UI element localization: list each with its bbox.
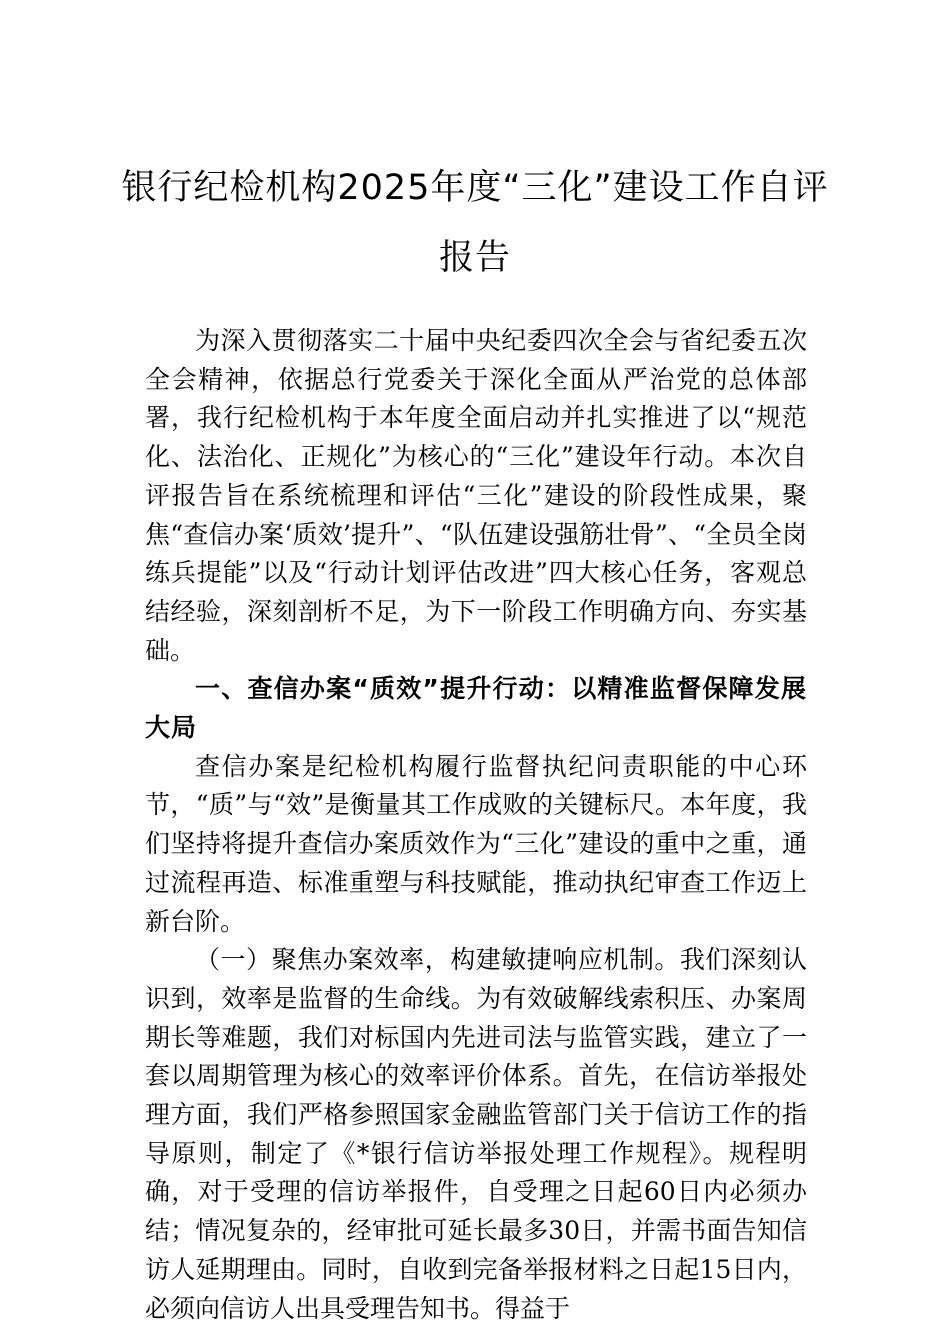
document-body	[145, 322, 807, 1328]
intro-paragraph: 为深入贯彻落实二十届中央纪委四次全会与省纪委五次全会精神，依据总行党委关于深化全面从严治党的总体部署，我行纪检机构于本年度全面启动并扎实推进了以“规范化、法治化、正规化”为核心的“三化”建设年行动。本次自评报告旨在系统梳理和评估“三化”建设的阶段性成果，聚焦“查信办案‘质效’提升”、“队伍建设强筋壮骨”、“全员全岗练兵提能”以及“行动计划评估改进”四大核心任务，客观总结经验，深刻剖析不足，为下一阶段工作明确方向、夯实基础。	[145, 326, 807, 665]
section-heading-1: 一、查信办案“质效”提升行动：以精准监督保障发展大局	[145, 674, 807, 743]
subsection-1-paragraph: （一）聚焦办案效率，构建敏捷响应机制。我们深刻认识到，效率是监督的生命线。为有效破解线索积压、办案周期长等难题，我们对标国内先进司法与监管实践，建立了一套以周期管理为核心的效率评价体系。首先，在信访举报处理方面，我们严格参照国家金融监管部门关于信访工作的指导原则，制定了《*银行信访举报处理工作规程》。规程明确，对于受理的信访举报件，自受理之日起60日内必须办结；情况复杂的，经审批可延长最多30日，并需书面告知信访人延期理由。同时，自收到完备举报材料之日起15日内，必须向信访人出具受理告知书。得益于	[145, 945, 807, 1323]
document-title: 银行纪检机构2025年度“三化”建设工作自评报告	[121, 168, 829, 278]
section-1-paragraph: 查信办案是纪检机构履行监督执纪问责职能的中心环节，“质”与“效”是衡量其工作成败的关键标尺。本年度，我们坚持将提升查信办案质效作为“三化”建设的重中之重，通过流程再造、标准重塑与科技赋能，推动执纪审查工作迈上新台阶。	[145, 751, 807, 936]
